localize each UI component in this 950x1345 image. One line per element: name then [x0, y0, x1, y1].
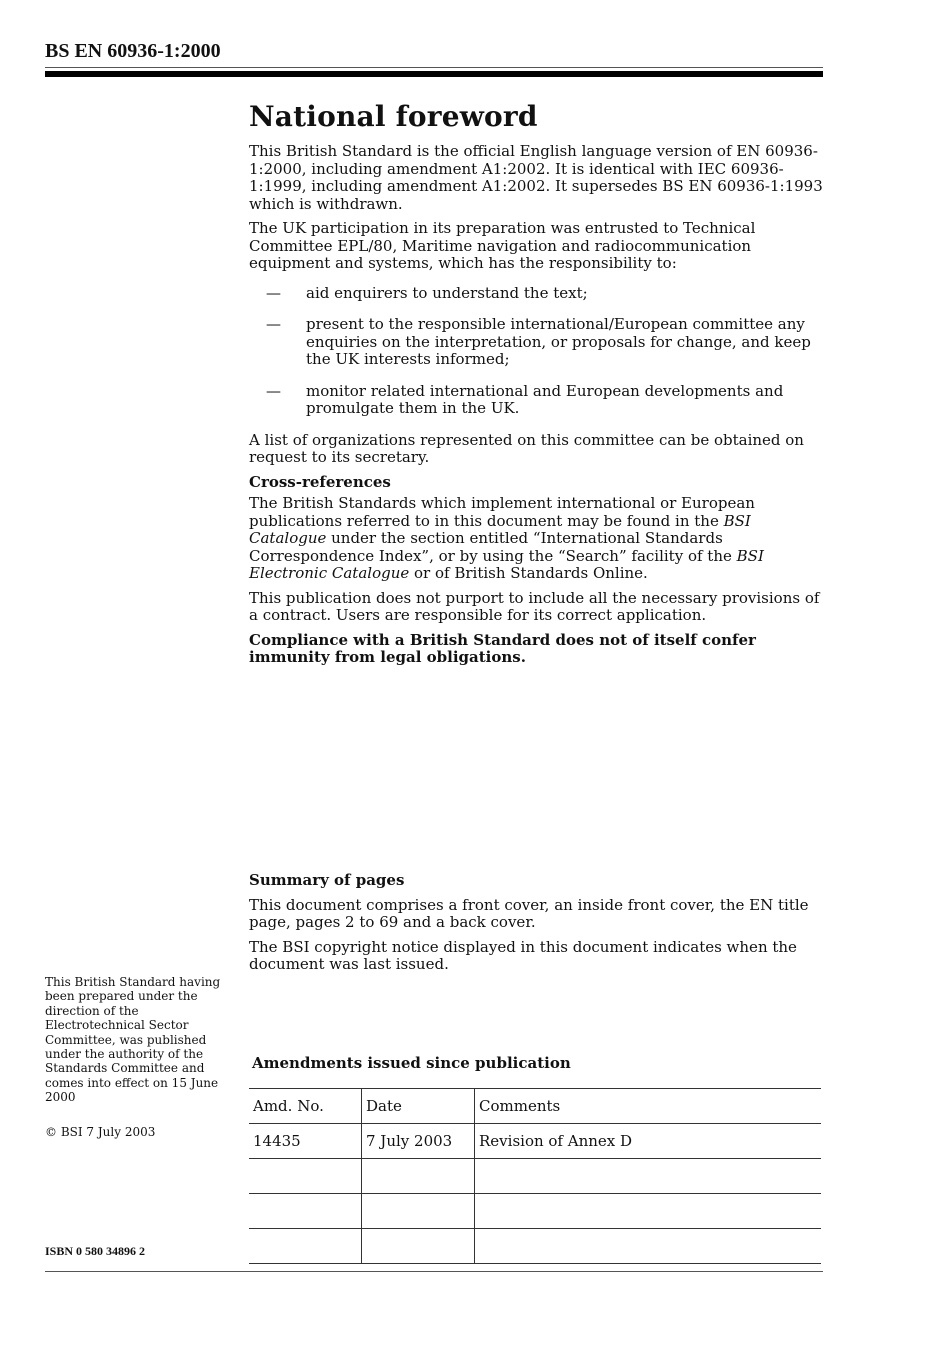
table-cell: [362, 1159, 475, 1194]
list-item: [249, 383, 824, 418]
column-header-date: Date: [362, 1089, 475, 1124]
footer-rule: [45, 1271, 823, 1272]
dash-marker: —: [266, 381, 281, 400]
cross-references-heading: Cross-references: [249, 472, 391, 491]
list-item-text: aid enquirers to understand the text;: [306, 283, 588, 302]
cross-ref-text-3: or of British Standards Online.: [409, 564, 648, 582]
national-foreword: [249, 100, 824, 674]
list-item-text: monitor related international and European developments and promulgate them in the UK.: [306, 381, 784, 417]
foreword-paragraph-4: This publication does not purport to include all the necessary provisions of a contract. Users are responsible for its correct application.: [249, 588, 820, 624]
list-item: [249, 285, 824, 303]
column-header-comments: Comments: [475, 1089, 822, 1124]
table-cell: Revision of Annex D: [475, 1124, 822, 1159]
table-row: [249, 1194, 821, 1229]
header-rule-thin: [45, 67, 823, 68]
bsi-catalogue-reference: BSI Catalogue: [249, 511, 751, 547]
amendments-table: [249, 1088, 821, 1264]
cross-references-paragraph: [249, 495, 824, 583]
table-cell: [475, 1229, 822, 1264]
cross-ref-text-1: The British Standards which implement international or European publications referred to in this document may be found in the: [249, 494, 755, 530]
amendments-title: Amendments issued since publication: [252, 1054, 571, 1072]
table-cell: [249, 1229, 362, 1264]
bsi-electronic-catalogue-reference: BSI Electronic Catalogue: [249, 546, 764, 582]
table-cell: 7 July 2003: [362, 1124, 475, 1159]
table-cell: [362, 1229, 475, 1264]
list-item: [249, 316, 824, 369]
summary-heading: Summary of pages: [249, 871, 405, 889]
responsibilities-list: [249, 285, 824, 418]
copyright-notice: © BSI 7 July 2003: [45, 1125, 156, 1139]
dash-marker: —: [266, 315, 281, 333]
foreword-paragraph-2: The UK participation in its preparation was entrusted to Technical Committee EPL/80, Maritime navigation and radiocommunication equipment and systems, which has the responsibility to:: [249, 219, 756, 272]
page-title: National foreword: [249, 100, 538, 133]
foreword-paragraph-3: A list of organizations represented on this committee can be obtained on request to its secretary.: [249, 430, 804, 466]
dash-marker: —: [266, 283, 281, 302]
table-row: [249, 1229, 821, 1264]
compliance-statement: Compliance with a British Standard does not of itself confer immunity from legal obligations.: [249, 630, 756, 666]
table-cell: [249, 1159, 362, 1194]
table-cell: 14435: [249, 1124, 362, 1159]
cross-ref-text-2: under the section entitled “International Standards Correspondence Index”, or by using the “Search” facility of the: [249, 529, 737, 565]
summary-paragraph-2: The BSI copyright notice displayed in this document indicates when the document was last issued.: [249, 937, 797, 973]
table-cell: [475, 1194, 822, 1229]
table-header-row: [249, 1089, 821, 1124]
table-row: [249, 1159, 821, 1194]
isbn: ISBN 0 580 34896 2: [45, 1244, 146, 1258]
table-cell: [362, 1194, 475, 1229]
foreword-paragraph-1: This British Standard is the official English language version of EN 60936-1:2000, including amendment A1:2002. It is identical with IEC 60936-1:1999, including amendment A1:2002. It supersedes BS EN 60936-1:1993 which is withdrawn.: [249, 142, 823, 213]
publication-note-text: This British Standard having been prepared under the direction of the Electrotechnical Sector Committee, was published under the authority of the Standards Committee and comes into effect on 15 June 2000: [45, 975, 221, 1105]
table-cell: [475, 1159, 822, 1194]
header-rule-thick: [45, 71, 823, 77]
summary-of-pages: [249, 872, 824, 981]
table-cell: [249, 1194, 362, 1229]
table-row: [249, 1124, 821, 1159]
list-item-text: present to the responsible international/European committee any enquiries on the interpretation, or proposals for change, and keep the UK interests informed;: [306, 315, 811, 368]
publication-note: [45, 975, 225, 1105]
column-header-amd-no: Amd. No.: [249, 1089, 362, 1124]
summary-paragraph-1: This document comprises a front cover, an inside front cover, the EN title page, pages 2 to 69 and a back cover.: [249, 895, 809, 931]
standard-id: BS EN 60936-1:2000: [45, 40, 221, 62]
